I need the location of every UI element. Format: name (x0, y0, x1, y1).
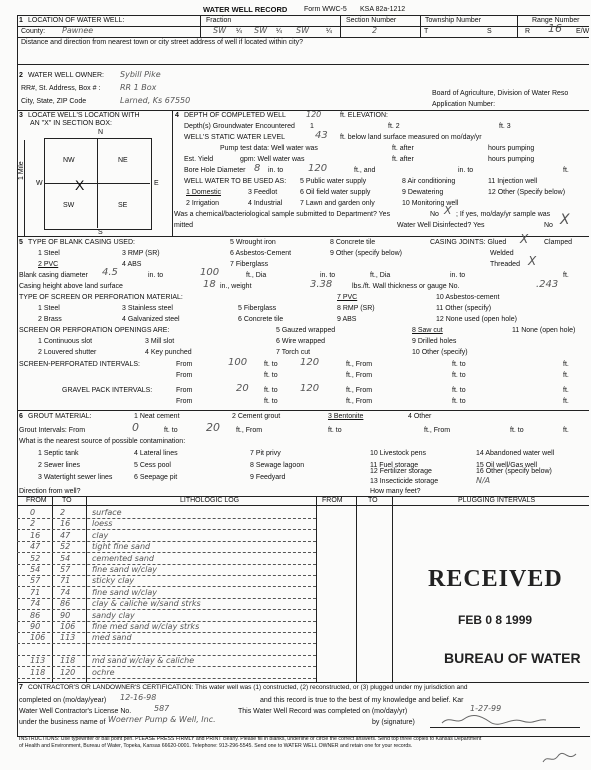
log-description[interactable]: fine med sand w/clay strks (92, 622, 200, 631)
bcd-in-to-3: in. to (450, 272, 466, 279)
disinfect-label: Water Well Disinfected? Yes (397, 222, 485, 229)
spi-ft-from-2: ft., From (346, 372, 373, 379)
log-description[interactable]: loess (92, 519, 113, 529)
chem-no[interactable]: No (430, 211, 439, 218)
log-from[interactable]: 0 (30, 508, 36, 517)
log-from[interactable]: 90 (30, 622, 41, 631)
gi-ft-to-3: ft. to (510, 427, 524, 434)
hours-2: hours pumping (488, 156, 535, 163)
grout-3-selected[interactable]: 3 Bentonite (328, 413, 364, 420)
use-10[interactable]: 10 Monitoring well (402, 200, 459, 207)
after-2: ft. after (392, 156, 414, 163)
form-number: Form WWC-5 (304, 6, 347, 13)
sw-label: SW (63, 202, 75, 209)
log-to-header: TO (62, 497, 72, 504)
screen-1[interactable]: 1 Steel (38, 305, 60, 312)
grout-intervals-label: Grout Intervals: From (19, 427, 86, 434)
use-4[interactable]: 4 Industrial (248, 200, 283, 207)
gw-1: 1 (310, 123, 314, 130)
contam-13[interactable]: 13 Insecticide storage (370, 478, 439, 485)
screen-3[interactable]: 3 Stainless steel (122, 305, 173, 312)
log-from[interactable]: 54 (30, 565, 41, 574)
section-7-number: 7 (19, 684, 23, 691)
screen-intervals-label: SCREEN-PERFORATED INTERVALS: (19, 361, 140, 368)
blank-casing-diameter-value[interactable]: 4.5 (102, 267, 118, 278)
section-3-title: LOCATE WELL'S LOCATION WITH (28, 112, 140, 119)
contam-11[interactable]: 11 Fuel storage (370, 462, 419, 469)
screen-7-selected[interactable]: 7 PVC (337, 294, 358, 301)
gi-ft-to-2: ft. to (328, 427, 342, 434)
signature-scribble-icon (440, 713, 550, 727)
opening-4[interactable]: 4 Key punched (145, 349, 192, 356)
ne-label: NE (118, 157, 128, 164)
screen-6[interactable]: 6 Concrete tile (238, 316, 284, 323)
city-value[interactable]: Larned, Ks 67550 (120, 96, 191, 105)
log-from-header: FROM (26, 497, 47, 504)
range-r: R (525, 28, 531, 35)
log-from[interactable]: 52 (30, 553, 41, 563)
how-many-feet-label: How many feet? (370, 488, 421, 495)
grout-title: GROUT MATERIAL: (28, 413, 92, 420)
opening-1[interactable]: 1 Continuous slot (38, 338, 93, 345)
weight-label: in., weight (220, 283, 252, 290)
quarter-3: ¼ (326, 28, 332, 35)
casing-3[interactable]: 3 RMP (SR) (122, 250, 160, 257)
bcd-to-value[interactable]: 100 (200, 267, 220, 278)
casing-5[interactable]: 5 Wrought iron (230, 239, 276, 246)
township-number-label: Township Number (425, 17, 482, 24)
screen-8[interactable]: 8 RMP (SR) (337, 305, 375, 312)
contam-1[interactable]: 1 Septic tank (38, 450, 79, 457)
direction-label: Direction from well? (19, 488, 81, 495)
gi-ft-from: ft., From (236, 427, 263, 434)
record-completed-label: This Water Well Record was completed on (mo/day/yr) (238, 708, 408, 715)
yield-label: Est. Yield (184, 156, 214, 163)
casing-9[interactable]: 9 Other (specify below) (330, 250, 402, 257)
screen-11[interactable]: 11 Other (specify) (436, 305, 492, 312)
bcd-in-to: in. to (148, 272, 164, 279)
business-name-value[interactable]: Woerner Pump & Well, Inc. (108, 715, 216, 724)
instructions-line-1: INSTRUCTIONS: Use typewriter or ball point pen. PLEASE PRESS FIRMLY and PRINT clearly. Please fill in blanks, underline or circle the correct answers. Send top three copies to Kansas Department (19, 736, 482, 742)
township-t: T (424, 28, 429, 35)
initials-scribble-icon (540, 750, 580, 766)
screen-12[interactable]: 12 None used (open hole) (436, 316, 517, 323)
se-label: SE (118, 202, 128, 209)
address-value[interactable]: RR 1 Box (120, 83, 157, 92)
log-from[interactable]: 16 (30, 530, 41, 540)
log-description[interactable]: med sand (92, 633, 132, 643)
section-3-number: 3 (19, 112, 23, 119)
log-to[interactable]: 74 (60, 587, 71, 597)
log-description[interactable]: cemented sand (92, 553, 155, 563)
casing-height-label: Casing height above land surface (19, 283, 123, 290)
address-label: RR#, St. Address, Box # : (21, 85, 101, 92)
gi-ft-end: ft. (563, 427, 569, 434)
log-description[interactable]: sticky clay (92, 576, 135, 586)
divider (17, 236, 589, 237)
bore-in-to-2: in. to (458, 167, 474, 174)
log-description[interactable]: surface (92, 508, 122, 517)
spi-ft-end-2: ft. (563, 372, 569, 379)
bcd-ft-dia: ft., Dia (246, 272, 267, 279)
county-label: County: (21, 28, 46, 35)
casing-1[interactable]: 1 Steel (38, 250, 60, 257)
bore-in-to: in. to (268, 167, 284, 174)
fraction-1-value[interactable]: SW (213, 26, 226, 35)
gp-ft-to-2: ft. to (452, 387, 466, 394)
section-5-number: 5 (19, 239, 23, 246)
disinfect-no-x-mark: X (560, 212, 570, 228)
chem-no-x-mark: X (444, 204, 452, 217)
log-from[interactable]: 113 (30, 656, 46, 666)
grout-to-value[interactable]: 20 (206, 421, 220, 434)
clamped-option[interactable]: Clamped (544, 239, 573, 246)
owner-label: WATER WELL OWNER: (28, 72, 104, 79)
log-from[interactable]: 118 (30, 667, 46, 677)
log-from[interactable]: 47 (30, 542, 41, 552)
gp-from-label: From (176, 387, 193, 394)
welded-option[interactable]: Welded (490, 250, 514, 257)
bcd-in-to-2: in. to (320, 272, 336, 279)
static-level-value[interactable]: 43 (315, 130, 328, 141)
spi-ft-end: ft. (563, 361, 569, 368)
disinfect-no[interactable]: No (544, 222, 553, 229)
business-name-label: under the business name of (19, 719, 106, 726)
log-description[interactable]: ochre (92, 667, 115, 677)
range-number-label: Range Number (532, 17, 580, 24)
log-to[interactable]: 57 (60, 565, 71, 574)
log-to[interactable]: 86 (60, 599, 71, 609)
v-divider (517, 15, 518, 37)
log-description[interactable]: tight fine sand (92, 542, 151, 552)
contam-4[interactable]: 4 Lateral lines (134, 450, 178, 457)
log-to[interactable]: 2 (60, 508, 66, 517)
application-number-label: Application Number: (432, 101, 496, 108)
log-description[interactable]: fine sand w/clay (92, 565, 157, 574)
bore-to-value[interactable]: 120 (308, 163, 328, 174)
divider (17, 37, 589, 38)
range-ew: E/W (576, 28, 590, 35)
log-description[interactable]: md sand w/clay & caliche (92, 656, 195, 666)
casing-4[interactable]: 4 ABS (122, 261, 142, 268)
ksa-reference: KSA 82a-1212 (360, 6, 406, 13)
contam-6[interactable]: 6 Seepage pit (134, 474, 178, 481)
threaded-x-mark: X (528, 254, 537, 268)
fraction-2-value[interactable]: SW (254, 26, 267, 35)
log-to[interactable]: 47 (60, 530, 71, 540)
gpm-label: gpm: Well water was (240, 156, 305, 163)
use-12[interactable]: 12 Other (Specify below) (488, 189, 566, 196)
casing-joints-label: CASING JOINTS: Glued (430, 239, 507, 246)
contam-3[interactable]: 3 Watertight sewer lines (38, 474, 113, 481)
spi-ft-to-2: ft. to (452, 361, 466, 368)
location-x-mark: X (75, 177, 85, 193)
spi-ft-from: ft., From (346, 361, 373, 368)
screen-9[interactable]: 9 ABS (337, 316, 357, 323)
distance-label: Distance and direction from nearest town or city street address of well if located within city? (21, 39, 304, 46)
opening-2[interactable]: 2 Louvered shutter (38, 349, 97, 356)
spi-from-label: From (176, 361, 193, 368)
openings-title: SCREEN OR PERFORATION OPENINGS ARE: (19, 327, 170, 334)
signature-label: by (signature) (372, 719, 415, 726)
contam-15[interactable]: 15 Oil well/Gas well (476, 462, 538, 469)
use-9[interactable]: 9 Dewatering (402, 189, 444, 196)
log-to[interactable]: 54 (60, 553, 71, 563)
section-4-number: 4 (175, 112, 179, 119)
gp-ft-to: ft. to (264, 387, 278, 394)
opening-3[interactable]: 3 Mill slot (145, 338, 175, 345)
use-3[interactable]: 3 Feedlot (248, 189, 278, 196)
log-col-divider (356, 496, 357, 682)
use-11[interactable]: 11 Injection well (488, 178, 538, 185)
chem-tail: ; If yes, mo/day/yr sample was (456, 211, 551, 218)
certification-text: CONTRACTOR'S OR LANDOWNER'S CERTIFICATION: This water well was (1) constructed, (2) reconstructed, or (3) plugged under my jurisdiction and (28, 684, 468, 691)
contam-2[interactable]: 2 Sewer lines (38, 462, 81, 469)
log-to[interactable]: 52 (60, 542, 71, 552)
quarter-1: ¼ (236, 28, 242, 35)
fraction-3-value[interactable]: SW (296, 26, 309, 35)
signature-line[interactable] (430, 727, 580, 728)
v-divider (200, 15, 201, 37)
opening-9[interactable]: 9 Drilled holes (412, 338, 457, 345)
screen-10[interactable]: 10 Asbestos-cement (436, 294, 500, 301)
plugging-intervals-header: PLUGGING INTERVALS (458, 497, 536, 504)
divider (17, 110, 589, 111)
opening-6[interactable]: 6 Wire wrapped (276, 338, 326, 345)
threaded-option[interactable]: Threaded (490, 261, 520, 268)
completed-on-label: completed on (mo/day/year) (19, 697, 107, 704)
quarter-2: ¼ (276, 28, 282, 35)
use-7[interactable]: 7 Lawn and garden only (300, 200, 375, 207)
section-3-title-2: AN "X" IN SECTION BOX: (30, 120, 112, 127)
fraction-label: Fraction (206, 17, 232, 24)
log-col-divider (316, 496, 317, 682)
opening-7[interactable]: 7 Torch cut (276, 349, 311, 356)
gp-ft-from-2: ft., From (346, 398, 373, 405)
spi-ft-to-4: ft. to (452, 372, 466, 379)
bcd-ft-end: ft. (563, 272, 569, 279)
depth-label: DEPTH OF COMPLETED WELL (184, 112, 286, 119)
bore-label: Bore Hole Diameter (184, 167, 246, 174)
contam-16[interactable]: 16 Other (specify below) (476, 468, 552, 475)
owner-value[interactable]: Sybill Pike (120, 70, 161, 79)
mile-label: 1 Mile (18, 161, 25, 180)
bore-ft-end: ft. (563, 167, 569, 174)
log-col-divider (392, 496, 393, 682)
divider (17, 410, 589, 411)
grout-1[interactable]: 1 Neat cement (134, 413, 180, 420)
wall-thickness-label: lbs./ft. Wall thickness or gauge No. (352, 283, 460, 290)
static-level-label: WELL'S STATIC WATER LEVEL (184, 134, 286, 141)
range-value[interactable]: 16 (548, 22, 562, 35)
use-8[interactable]: 8 Air conditioning (402, 178, 456, 185)
casing-height-value[interactable]: 18 (203, 279, 216, 290)
gp-ft-from: ft., From (346, 387, 373, 394)
mitted-label: mitted (174, 222, 194, 229)
log-from[interactable]: 2 (30, 519, 36, 529)
completed-on-value[interactable]: 12-16-98 (120, 693, 157, 702)
section-6-number: 6 (19, 413, 23, 420)
v-divider (340, 15, 341, 37)
pump-test-label: Pump test data: Well water was (220, 145, 318, 152)
log-row-line (17, 643, 316, 644)
screen-material-title: TYPE OF SCREEN OR PERFORATION MATERIAL: (19, 294, 183, 301)
contam-12[interactable]: 12 Fertilizer storage (370, 468, 432, 475)
township-s: S (487, 28, 492, 35)
board-label: Board of Agriculture, Division of Water Reso (432, 90, 569, 97)
bore-value[interactable]: 8 (254, 163, 261, 174)
gp-ft-end: ft. (563, 387, 569, 394)
hours-1: hours pumping (488, 145, 535, 152)
depth-value[interactable]: 120 (306, 110, 322, 119)
city-label: City, State, ZIP Code (21, 98, 87, 105)
gp-from-value[interactable]: 20 (236, 383, 249, 394)
bcd-ft-dia-2: ft., Dia (370, 272, 391, 279)
section-value[interactable]: 2 (372, 26, 378, 35)
opening-8-selected[interactable]: 8 Saw cut (412, 327, 443, 334)
use-5[interactable]: 5 Public water supply (300, 178, 367, 185)
instructions-line-2: of Health and Environment, Bureau of Water, Topeka, Kansas 66620-0001. Telephone: 913-296-5545. Send one to WATER WELL OWNER and retain one for your records. (19, 743, 413, 749)
north-label: N (98, 129, 104, 136)
gp-from-label-2: From (176, 398, 193, 405)
lithologic-log-header: LITHOLOGIC LOG (180, 497, 240, 504)
gw-3: ft. 3 (499, 123, 511, 130)
weight-value[interactable]: 3.38 (310, 279, 333, 290)
casing-7[interactable]: 7 Fiberglass (230, 261, 269, 268)
plug-to-header: TO (368, 497, 378, 504)
casing-2-selected[interactable]: 2 PVC (38, 261, 59, 268)
plug-from-header: FROM (322, 497, 343, 504)
form-title: WATER WELL RECORD (203, 5, 288, 14)
log-from[interactable]: 106 (30, 633, 46, 643)
log-to[interactable]: 16 (60, 519, 71, 529)
spi-to-value[interactable]: 120 (300, 357, 320, 368)
casing-6[interactable]: 6 Asbestos-Cement (230, 250, 292, 257)
log-description[interactable]: clay (92, 530, 109, 540)
log-from[interactable]: 74 (30, 599, 41, 609)
contam-16-value[interactable]: N/A (476, 476, 491, 485)
grout-2[interactable]: 2 Cement grout (232, 413, 281, 420)
gi-ft-to: ft. to (164, 427, 178, 434)
glued-x-mark: X (520, 232, 529, 246)
grout-4[interactable]: 4 Other (408, 413, 432, 420)
log-to[interactable]: 71 (60, 576, 71, 586)
casing-8[interactable]: 8 Concrete tile (330, 239, 376, 246)
opening-11[interactable]: 11 None (open hole) (512, 327, 576, 334)
divider (17, 682, 589, 683)
opening-10[interactable]: 10 Other (specify) (412, 349, 468, 356)
screen-4[interactable]: 4 Galvanized steel (122, 316, 180, 323)
wall-thickness-value[interactable]: .243 (536, 279, 559, 290)
completed-tail: and this record is true to the best of my knowledge and belief. Kar (260, 697, 464, 704)
contamination-label: What is the nearest source of possible contamination: (19, 438, 186, 445)
license-label: Water Well Contractor's License No. (19, 708, 132, 715)
log-description[interactable]: sandy clay (92, 610, 135, 620)
log-to[interactable]: 106 (60, 622, 76, 631)
section-box[interactable] (44, 138, 152, 230)
screen-2[interactable]: 2 Brass (38, 316, 62, 323)
spi-from-value[interactable]: 100 (228, 357, 248, 368)
bore-ft-and: ft., and (354, 167, 376, 174)
log-to[interactable]: 90 (60, 610, 71, 620)
west-label: W (36, 180, 43, 187)
spi-ft-to-3: ft. to (264, 372, 278, 379)
nw-label: NW (63, 157, 75, 164)
groundwater-label: Depth(s) Groundwater Encountered (184, 123, 295, 130)
chem-sample-label: Was a chemical/bacteriological sample submitted to Department? Yes (174, 211, 391, 218)
gp-ft-to-3: ft. to (264, 398, 278, 405)
county-value[interactable]: Pawnee (62, 26, 94, 35)
spi-from-label-2: From (176, 372, 193, 379)
gp-ft-end-2: ft. (563, 398, 569, 405)
divider (17, 64, 589, 65)
use-title: WELL WATER TO BE USED AS: (184, 178, 287, 185)
section-box-h (44, 183, 150, 184)
gp-to-value[interactable]: 120 (300, 383, 320, 394)
license-value[interactable]: 587 (154, 704, 170, 713)
use-6[interactable]: 6 Oil field water supply (300, 189, 371, 196)
log-description[interactable]: fine sand w/clay (92, 587, 157, 597)
gravel-pack-label: GRAVEL PACK INTERVALS: (62, 387, 153, 394)
east-label: E (154, 180, 159, 187)
bureau-of-water-stamp: BUREAU OF WATER (444, 650, 581, 666)
received-stamp: RECEIVED (428, 566, 563, 592)
v-divider (420, 15, 421, 37)
contam-8[interactable]: 8 Sewage lagoon (250, 462, 305, 469)
contam-5[interactable]: 5 Cess pool (134, 462, 171, 469)
opening-5[interactable]: 5 Gauzed wrapped (276, 327, 336, 334)
grout-from-value[interactable]: 0 (132, 421, 139, 434)
elevation-label: ft. ELEVATION: (340, 112, 388, 119)
record-completed-value[interactable]: 1-27-99 (470, 704, 502, 713)
south-label: S (98, 229, 103, 236)
mile-line (24, 140, 25, 236)
contam-9[interactable]: 9 Feedyard (250, 474, 286, 481)
blank-casing-diameter-label: Blank casing diameter (19, 272, 88, 279)
after-1: ft. after (392, 145, 414, 152)
log-to[interactable]: 120 (60, 667, 76, 677)
gw-2: ft. 2 (388, 123, 400, 130)
gi-ft-from-2: ft., From (424, 427, 451, 434)
log-from[interactable]: 71 (30, 587, 41, 597)
log-to[interactable]: 113 (60, 633, 76, 643)
section-1-number: 1 (19, 17, 23, 24)
contam-10[interactable]: 10 Livestock pens (370, 450, 427, 457)
log-to[interactable]: 118 (60, 656, 76, 666)
section-2-number: 2 (19, 72, 23, 79)
log-description[interactable]: clay & caliche w/sand strks (92, 599, 201, 609)
static-level-tail: ft. below land surface measured on mo/day/yr (340, 134, 482, 141)
log-from[interactable]: 86 (30, 610, 41, 620)
v-divider (172, 110, 173, 236)
use-2[interactable]: 2 Irrigation (186, 200, 220, 207)
gp-ft-to-4: ft. to (452, 398, 466, 405)
log-from[interactable]: 57 (30, 576, 41, 586)
log-row-line (17, 678, 316, 679)
contam-7[interactable]: 7 Pit privy (250, 450, 281, 457)
contam-14[interactable]: 14 Abandoned water well (476, 450, 555, 457)
spi-ft-to: ft. to (264, 361, 278, 368)
use-1-selected[interactable]: 1 Domestic (186, 189, 222, 196)
section-1-title: LOCATION OF WATER WELL: (28, 17, 125, 24)
received-date-stamp: FEB 0 8 1999 (458, 613, 533, 627)
casing-title: TYPE OF BLANK CASING USED: (28, 239, 135, 246)
divider (17, 505, 589, 506)
screen-5[interactable]: 5 Fiberglass (238, 305, 277, 312)
section-number-label: Section Number (346, 17, 397, 24)
